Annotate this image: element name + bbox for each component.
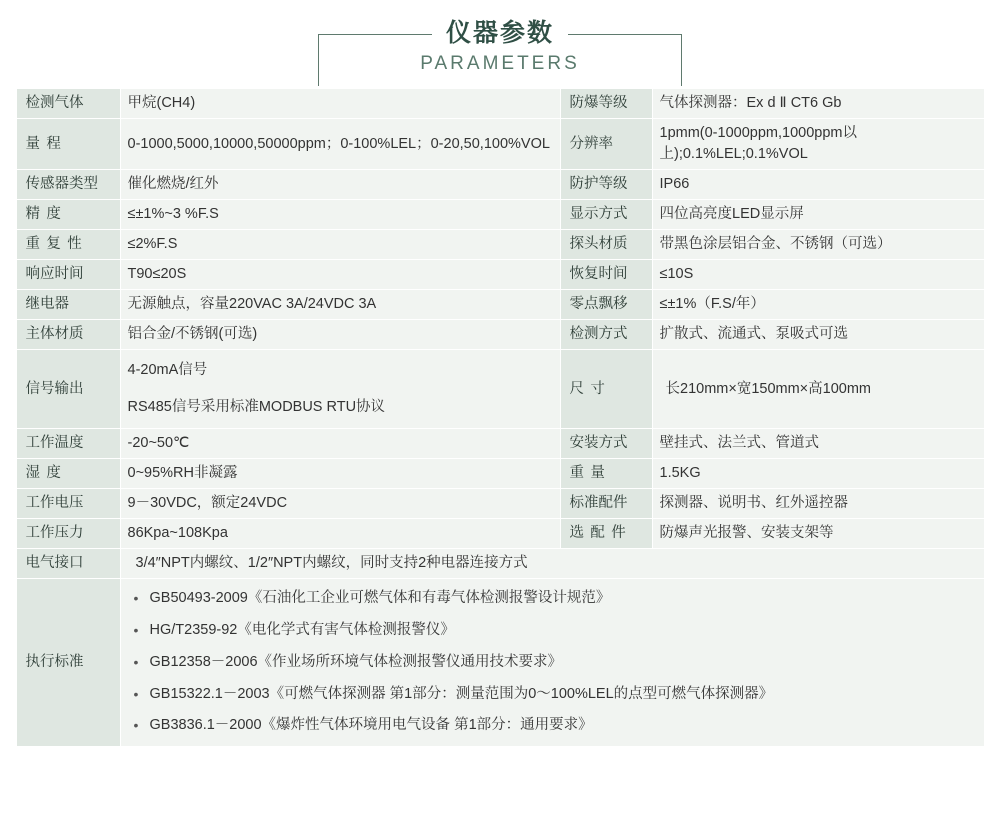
row-label-resolution: 分辨率 — [560, 119, 652, 170]
table-row — [16, 350, 984, 429]
row-value-signal-output — [120, 350, 560, 429]
table-row — [16, 230, 984, 260]
signal-output-line-2: RS485信号采用标准MODBUS RTU协议 — [127, 399, 386, 416]
row-value-detected-gas: 甲烷(CH4) — [120, 89, 560, 119]
row-label-explosion-proof: 防爆等级 — [560, 89, 652, 119]
row-value-electrical-interface — [120, 549, 984, 579]
row-label-optional-accessories: 选 配 件 — [560, 519, 652, 549]
row-value-dimensions — [652, 350, 984, 429]
row-label-working-voltage: 工作电压 — [16, 489, 120, 519]
row-label-electrical-interface: 电气接口 — [16, 549, 120, 579]
page-subtitle-wrap — [0, 52, 1000, 76]
dimensions-text: 长210mm×宽150mm×高100mm — [665, 380, 871, 397]
table-row — [16, 290, 984, 320]
table-row — [16, 89, 984, 119]
table-row — [16, 519, 984, 549]
row-value-working-temperature: -20~50℃ — [120, 429, 560, 459]
row-label-detected-gas: 检测气体 — [16, 89, 120, 119]
row-value-body-material: 铝合金/不锈钢(可选) — [120, 320, 560, 350]
row-value-response-time: T90≤20S — [120, 260, 560, 290]
list-item: • GB50493-2009《石油化工企业可燃气体和有毒气体检测报警设计规范》 — [128, 583, 977, 615]
row-label-working-pressure: 工作压力 — [16, 519, 120, 549]
row-value-explosion-proof: 气体探测器：Ex d Ⅱ CT6 Gb — [652, 89, 984, 119]
row-label-signal-output: 信号输出 — [16, 350, 120, 429]
table-row — [16, 260, 984, 290]
row-value-detection-method: 扩散式、流通式、泵吸式可选 — [652, 320, 984, 350]
row-label-display: 显示方式 — [560, 200, 652, 230]
row-value-relay: 无源触点，容量220VAC 3A/24VDC 3A — [120, 290, 560, 320]
row-value-humidity: 0~95%RH非凝露 — [120, 459, 560, 489]
row-value-range: 0-1000,5000,10000,50000ppm；0-100%LEL；0-20,50,100%VOL — [120, 119, 560, 170]
page-title-wrap — [0, 16, 1000, 50]
list-item: • GB12358－2006《作业场所环境气体检测报警仪通用技术要求》 — [128, 647, 977, 679]
table-row — [16, 320, 984, 350]
table-row — [16, 489, 984, 519]
row-label-range: 量 程 — [16, 119, 120, 170]
row-label-detection-method: 检测方式 — [560, 320, 652, 350]
row-label-standard-accessories: 标准配件 — [560, 489, 652, 519]
row-value-display: 四位高亮度LED显示屏 — [652, 200, 984, 230]
row-label-standards: 执行标准 — [16, 579, 120, 747]
table-row — [16, 170, 984, 200]
row-label-recovery-time: 恢复时间 — [560, 260, 652, 290]
row-value-resolution: 1pmm(0-1000ppm,1000ppm以上);0.1%LEL;0.1%VOL — [652, 119, 984, 170]
row-label-response-time: 响应时间 — [16, 260, 120, 290]
list-item: • GB15322.1－2003《可燃气体探测器 第1部分：测量范围为0～100%LEL的点型可燃气体探测器》 — [128, 679, 977, 711]
row-label-repeatability: 重 复 性 — [16, 230, 120, 260]
row-value-optional-accessories: 防爆声光报警、安装支架等 — [652, 519, 984, 549]
standards-list — [128, 583, 977, 742]
row-value-sensor-type: 催化燃烧/红外 — [120, 170, 560, 200]
row-value-working-pressure: 86Kpa~108Kpa — [120, 519, 560, 549]
row-label-weight: 重 量 — [560, 459, 652, 489]
row-value-standards — [120, 579, 984, 747]
row-value-working-voltage: 9－30VDC，额定24VDC — [120, 489, 560, 519]
row-value-standard-accessories: 探测器、说明书、红外遥控器 — [652, 489, 984, 519]
list-item: • HG/T2359-92《电化学式有害气体检测报警仪》 — [128, 615, 977, 647]
table-row — [16, 429, 984, 459]
table-row — [16, 549, 984, 579]
table-row — [16, 459, 984, 489]
row-value-probe-material: 带黑色涂层铝合金、不锈钢（可选） — [652, 230, 984, 260]
table-row — [16, 119, 984, 170]
row-value-ip-rating: IP66 — [652, 170, 984, 200]
row-label-ip-rating: 防护等级 — [560, 170, 652, 200]
electrical-interface-text: 3/4″NPT内螺纹、1/2″NPT内螺纹，同时支持2种电器连接方式 — [135, 555, 528, 572]
row-label-relay: 继电器 — [16, 290, 120, 320]
row-value-recovery-time: ≤10S — [652, 260, 984, 290]
page-header — [0, 0, 1000, 88]
table-row — [16, 200, 984, 230]
row-label-probe-material: 探头材质 — [560, 230, 652, 260]
list-item: • GB3836.1－2000《爆炸性气体环境用电气设备 第1部分：通用要求》 — [128, 710, 977, 742]
row-label-working-temperature: 工作温度 — [16, 429, 120, 459]
row-label-sensor-type: 传感器类型 — [16, 170, 120, 200]
row-label-installation: 安装方式 — [560, 429, 652, 459]
row-label-accuracy: 精 度 — [16, 200, 120, 230]
page-title: 仪器参数 — [432, 16, 568, 50]
row-value-accuracy: ≤±1%~3 %F.S — [120, 200, 560, 230]
row-label-humidity: 湿 度 — [16, 459, 120, 489]
row-label-body-material: 主体材质 — [16, 320, 120, 350]
page-subtitle: PARAMETERS — [406, 52, 594, 76]
row-label-dimensions: 尺 寸 — [560, 350, 652, 429]
row-value-repeatability: ≤2%F.S — [120, 230, 560, 260]
signal-output-line-1: 4-20mA信号 — [127, 362, 208, 379]
row-value-weight: 1.5KG — [652, 459, 984, 489]
row-value-installation: 壁挂式、法兰式、管道式 — [652, 429, 984, 459]
table-row — [16, 579, 984, 747]
row-value-zero-drift: ≤±1%（F.S/年） — [652, 290, 984, 320]
row-label-zero-drift: 零点飘移 — [560, 290, 652, 320]
specifications-table — [16, 88, 985, 747]
